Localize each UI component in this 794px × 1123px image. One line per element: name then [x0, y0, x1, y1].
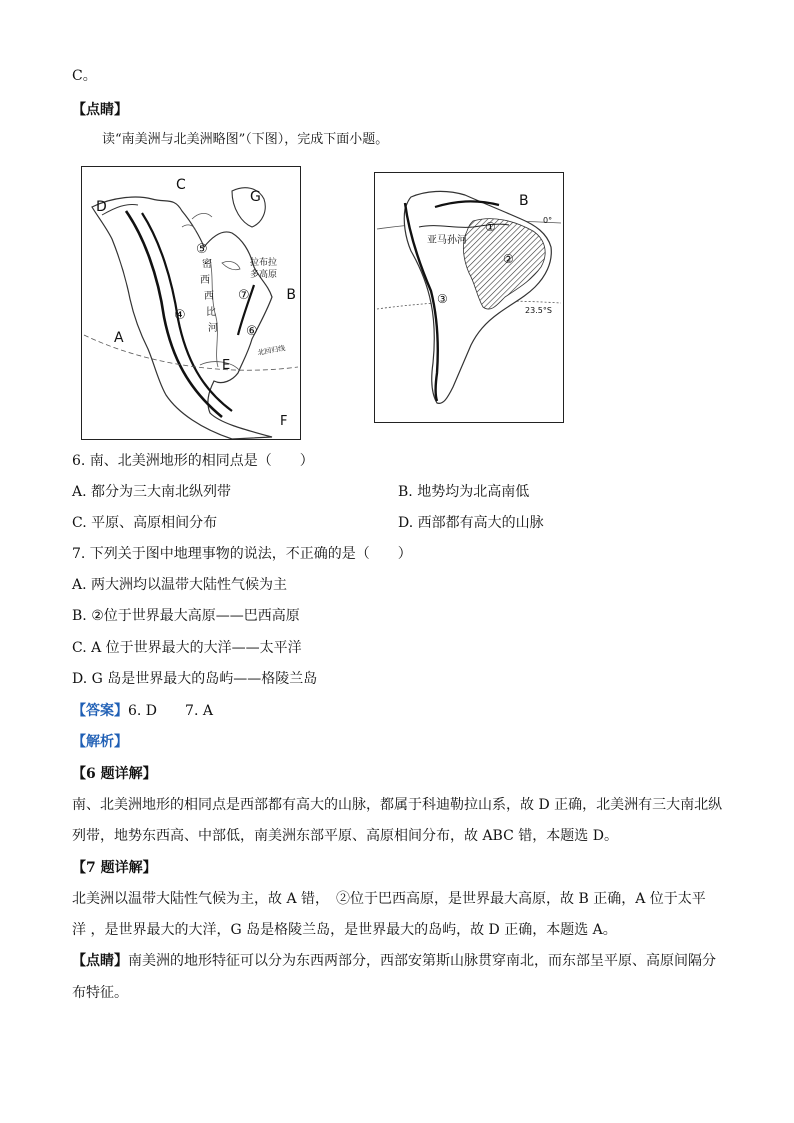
sa-label-n3: ③ — [437, 292, 448, 306]
q6-option-b: B. 地势均为北高南低 — [398, 484, 530, 500]
label-g: G — [250, 189, 261, 205]
north-america-svg — [82, 167, 300, 439]
south-america-map — [374, 172, 564, 423]
labrador-line-2: 多高原 — [250, 270, 278, 280]
q7-option-b: B. ②位于世界最大高原——巴西高原 — [72, 608, 300, 624]
capricorn-label: 23.5°S — [525, 306, 552, 315]
q7-option-a: A. 两大洲均以温带大陆性气候为主 — [72, 577, 288, 593]
answer-tail: C。 — [72, 68, 97, 84]
review-tag-bottom: 【点睛】 — [72, 953, 128, 969]
detail7-line2: 洋 ，是世界最大的大洋，G 岛是格陵兰岛，是世界最大的岛屿，故 D 正确，本题选 A。 — [72, 922, 617, 938]
mississippi-char-4: 比 — [206, 307, 216, 318]
label-a: A — [114, 330, 124, 346]
label-b: B — [286, 287, 296, 303]
detail7-tag: 【7 题详解】 — [72, 860, 157, 876]
label-e: E — [222, 358, 231, 373]
label-f: F — [280, 414, 288, 429]
review-line1 — [72, 951, 716, 971]
amazon-label: 亚马孙河 — [427, 235, 467, 246]
analysis-tag: 【解析】 — [72, 734, 128, 750]
sa-label-b: B — [519, 193, 529, 209]
label-n6: ⑥ — [246, 324, 258, 339]
labrador-line-1: 拉布拉 — [250, 258, 278, 268]
mississippi-char-3: 西 — [204, 291, 214, 302]
answer-tag: 【答案】 — [72, 703, 128, 719]
q6-option-a: A. 都分为三大南北纵列带 — [72, 484, 232, 500]
instruction: 读“南美洲与北美洲略图”（下图），完成下面小题。 — [102, 132, 389, 147]
north-america-map — [81, 166, 301, 440]
tropic-label: 北回归线 — [256, 344, 286, 357]
label-c: C — [176, 177, 186, 193]
mississippi-char-2: 西 — [200, 275, 210, 286]
mississippi-char-1: 密 — [202, 259, 212, 270]
mississippi-char-5: 河 — [208, 323, 218, 334]
label-n4: ④ — [174, 308, 186, 323]
q6-stem: 6. 南、北美洲地形的相同点是（ ） — [72, 453, 314, 469]
south-america-svg — [375, 173, 563, 422]
q7-option-d: D. G 岛是世界最大的岛屿——格陵兰岛 — [72, 671, 318, 687]
label-n7: ⑦ — [238, 288, 250, 303]
answer-line — [72, 701, 213, 721]
review-tag-top: 【点睛】 — [72, 102, 128, 118]
review-text-1: 南美洲的地形特征可以分为东西两部分，西部安第斯山脉贯穿南北，而东部呈平原、高原间隔分 — [128, 953, 716, 969]
sa-label-n2: ② — [503, 252, 514, 266]
sa-label-n1: ① — [485, 220, 496, 234]
label-d: D — [96, 199, 107, 215]
detail6-line2: 列带，地势东西高、中部低，南美洲东部平原、高原相间分布，故 ABC 错，本题选 D。 — [72, 828, 618, 844]
equator-label: 0° — [543, 216, 553, 225]
q7-stem: 7. 下列关于图中地理事物的说法，不正确的是（ ） — [72, 546, 412, 562]
label-n5: ⑤ — [196, 242, 208, 257]
detail6-tag: 【6 题详解】 — [72, 766, 157, 782]
q6-option-c: C. 平原、高原相间分布 — [72, 515, 218, 531]
detail6-line1: 南、北美洲地形的相同点是西部都有高大的山脉，都属于科迪勒拉山系，故 D 正确，北美洲有三大南北纵 — [72, 797, 723, 813]
review-line2: 布特征。 — [72, 985, 128, 1001]
q6-option-d: D. 西部都有高大的山脉 — [398, 515, 544, 531]
detail7-line1: 北美洲以温带大陆性气候为主，故 A 错， ②位于巴西高原，是世界最大高原，故 B 正确，A 位于太平 — [72, 891, 706, 907]
q7-option-c: C. A 位于世界最大的大洋——太平洋 — [72, 640, 302, 656]
answer-text: 6. D 7. A — [128, 703, 213, 719]
